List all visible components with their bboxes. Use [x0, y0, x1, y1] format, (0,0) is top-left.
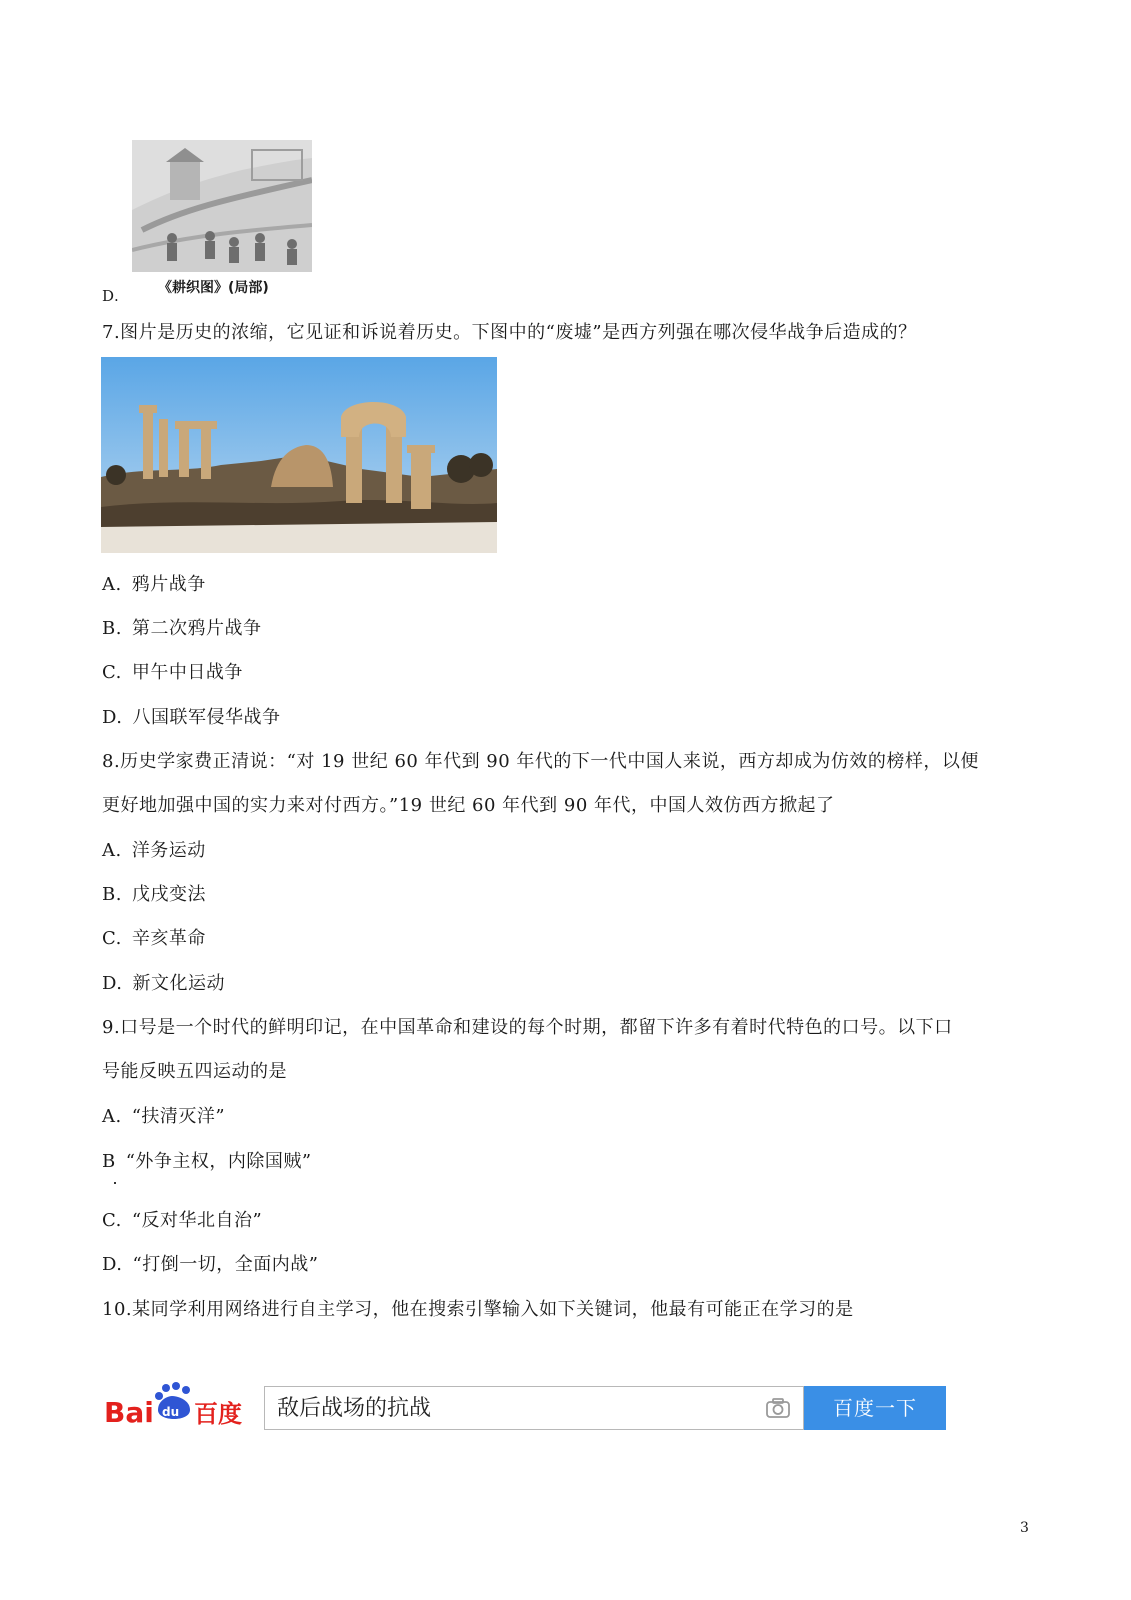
search-query: 敌后战场的抗战: [277, 1396, 432, 1421]
page-number: 3: [1020, 1520, 1029, 1536]
q8-option-b: B. 戊戌变法: [102, 884, 206, 905]
logo-baidu-cn: 百度: [194, 1400, 242, 1428]
logo-du: du: [162, 1405, 180, 1419]
stray-dot: [114, 1182, 116, 1184]
question-10-stem: 10.某同学利用网络进行自主学习，他在搜索引擎输入如下关键词，他最有可能正在学习的是: [102, 1299, 854, 1320]
gengzhi-painting-image: [132, 140, 312, 272]
logo-bai: Bai: [104, 1396, 154, 1429]
q9-option-a: A. “扶清灭洋”: [102, 1106, 226, 1127]
ruins-photo: [101, 357, 497, 553]
question-9-stem-line2: 号能反映五四运动的是: [102, 1061, 287, 1082]
q7-option-b: B. 第二次鸦片战争: [102, 618, 262, 639]
baidu-search-bar: [102, 1382, 932, 1432]
q7-option-d: D. 八国联军侵华战争: [102, 707, 281, 728]
search-input[interactable]: [264, 1386, 804, 1430]
q7-option-c: C. 甲午中日战争: [102, 662, 243, 683]
image-caption: 《耕织图》(局部): [158, 280, 269, 296]
camera-icon[interactable]: [765, 1397, 791, 1419]
question-8-stem-line2: 更好地加强中国的实力来对付西方。”19 世纪 60 年代到 90 年代，中国人效仿西方掀起了: [102, 795, 835, 816]
option-d-label: D.: [102, 287, 120, 305]
question-8-stem-line1: 8.历史学家费正清说：“对 19 世纪 60 年代到 90 年代的下一代中国人来说，西方却成为仿效的榜样，以便: [102, 751, 979, 772]
question-7-stem: 7.图片是历史的浓缩，它见证和诉说着历史。下图中的“废墟”是西方列强在哪次侵华战争后造成的？: [102, 322, 917, 343]
q9-option-d: D. “打倒一切，全面内战”: [102, 1254, 319, 1275]
baidu-logo: [102, 1382, 250, 1432]
q8-option-d: D. 新文化运动: [102, 973, 226, 994]
q9-option-b: B “外争主权，内除国贼”: [102, 1151, 312, 1172]
search-button[interactable]: 百度一下: [804, 1386, 946, 1430]
question-9-stem-line1: 9.口号是一个时代的鲜明印记，在中国革命和建设的每个时期，都留下许多有着时代特色的口号。以下口: [102, 1017, 953, 1038]
q9-option-c: C. “反对华北自治”: [102, 1210, 263, 1231]
q7-option-a: A. 鸦片战争: [102, 574, 206, 595]
q8-option-a: A. 洋务运动: [102, 840, 206, 861]
q8-option-c: C. 辛亥革命: [102, 928, 206, 949]
